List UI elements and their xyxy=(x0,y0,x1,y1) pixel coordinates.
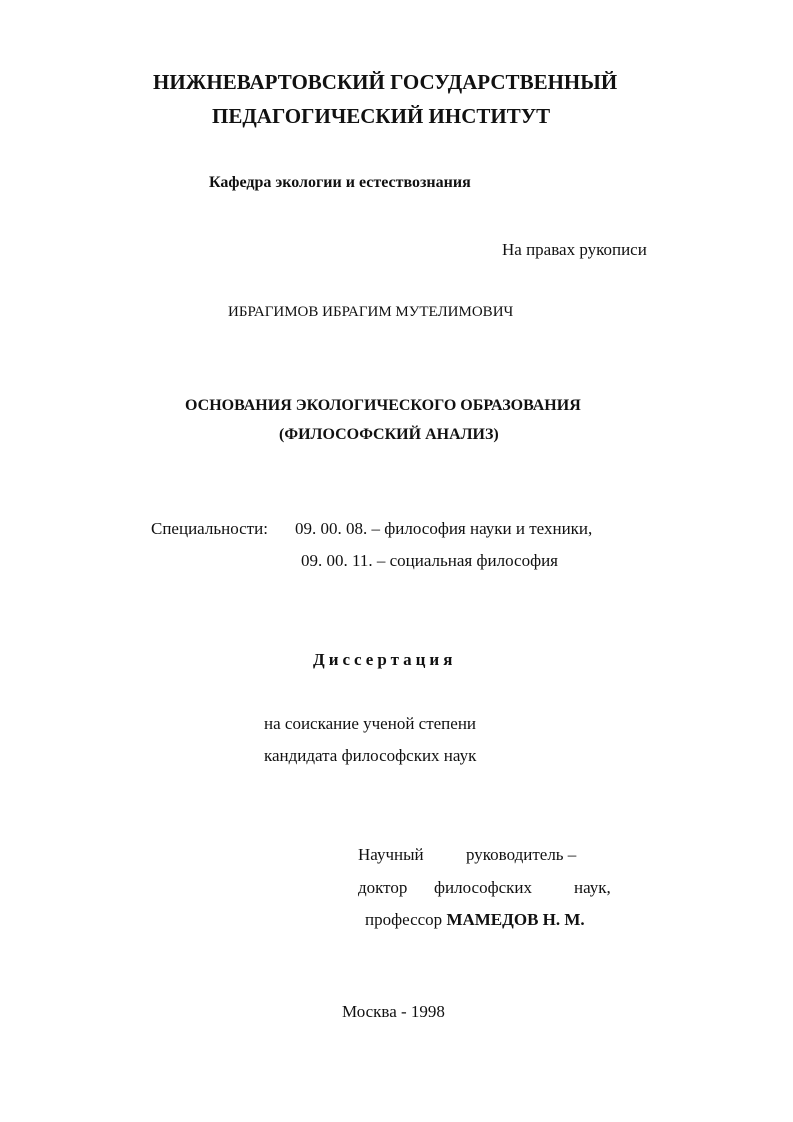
supervisor-degree-word: доктор xyxy=(358,878,408,897)
author-name: ИБРАГИМОВ ИБРАГИМ МУТЕЛИМОВИЧ xyxy=(228,304,514,320)
specialty-item: 09. 00. 11. – социальная философия xyxy=(301,551,559,570)
specialty-item: 09. 00. 08. – философия науки и техники, xyxy=(295,519,593,538)
institution-line-2: ПЕДАГОГИЧЕСКИЙ ИНСТИТУТ xyxy=(212,104,551,128)
department: Кафедра экологии и естествознания xyxy=(209,174,471,191)
specialties-label: Специальности: xyxy=(151,519,268,538)
degree-line-1: на соискание ученой степени xyxy=(264,714,477,733)
supervisor-rank: профессор xyxy=(365,910,443,929)
supervisor-degree-word: наук, xyxy=(574,878,611,897)
degree-line-2: кандидата философских наук xyxy=(264,746,477,765)
supervisor-word: руководитель – xyxy=(466,845,577,864)
supervisor-name: МАМЕДОВ Н. М. xyxy=(446,910,585,929)
supervisor-title-line xyxy=(365,911,585,928)
document-type: Диссертация xyxy=(313,650,457,669)
supervisor-word: Научный xyxy=(358,845,424,864)
institution-line-1: НИЖНЕВАРТОВСКИЙ ГОСУДАРСТВЕННЫЙ xyxy=(153,70,618,94)
thesis-title-line-1: ОСНОВАНИЯ ЭКОЛОГИЧЕСКОГО ОБРАЗОВАНИЯ xyxy=(185,397,581,414)
thesis-title-line-2: (ФИЛОСОФСКИЙ АНАЛИЗ) xyxy=(279,426,499,443)
manuscript-rights: На правах рукописи xyxy=(502,240,647,259)
place-year: Москва - 1998 xyxy=(342,1002,445,1021)
supervisor-degree-word: философских xyxy=(434,878,532,897)
